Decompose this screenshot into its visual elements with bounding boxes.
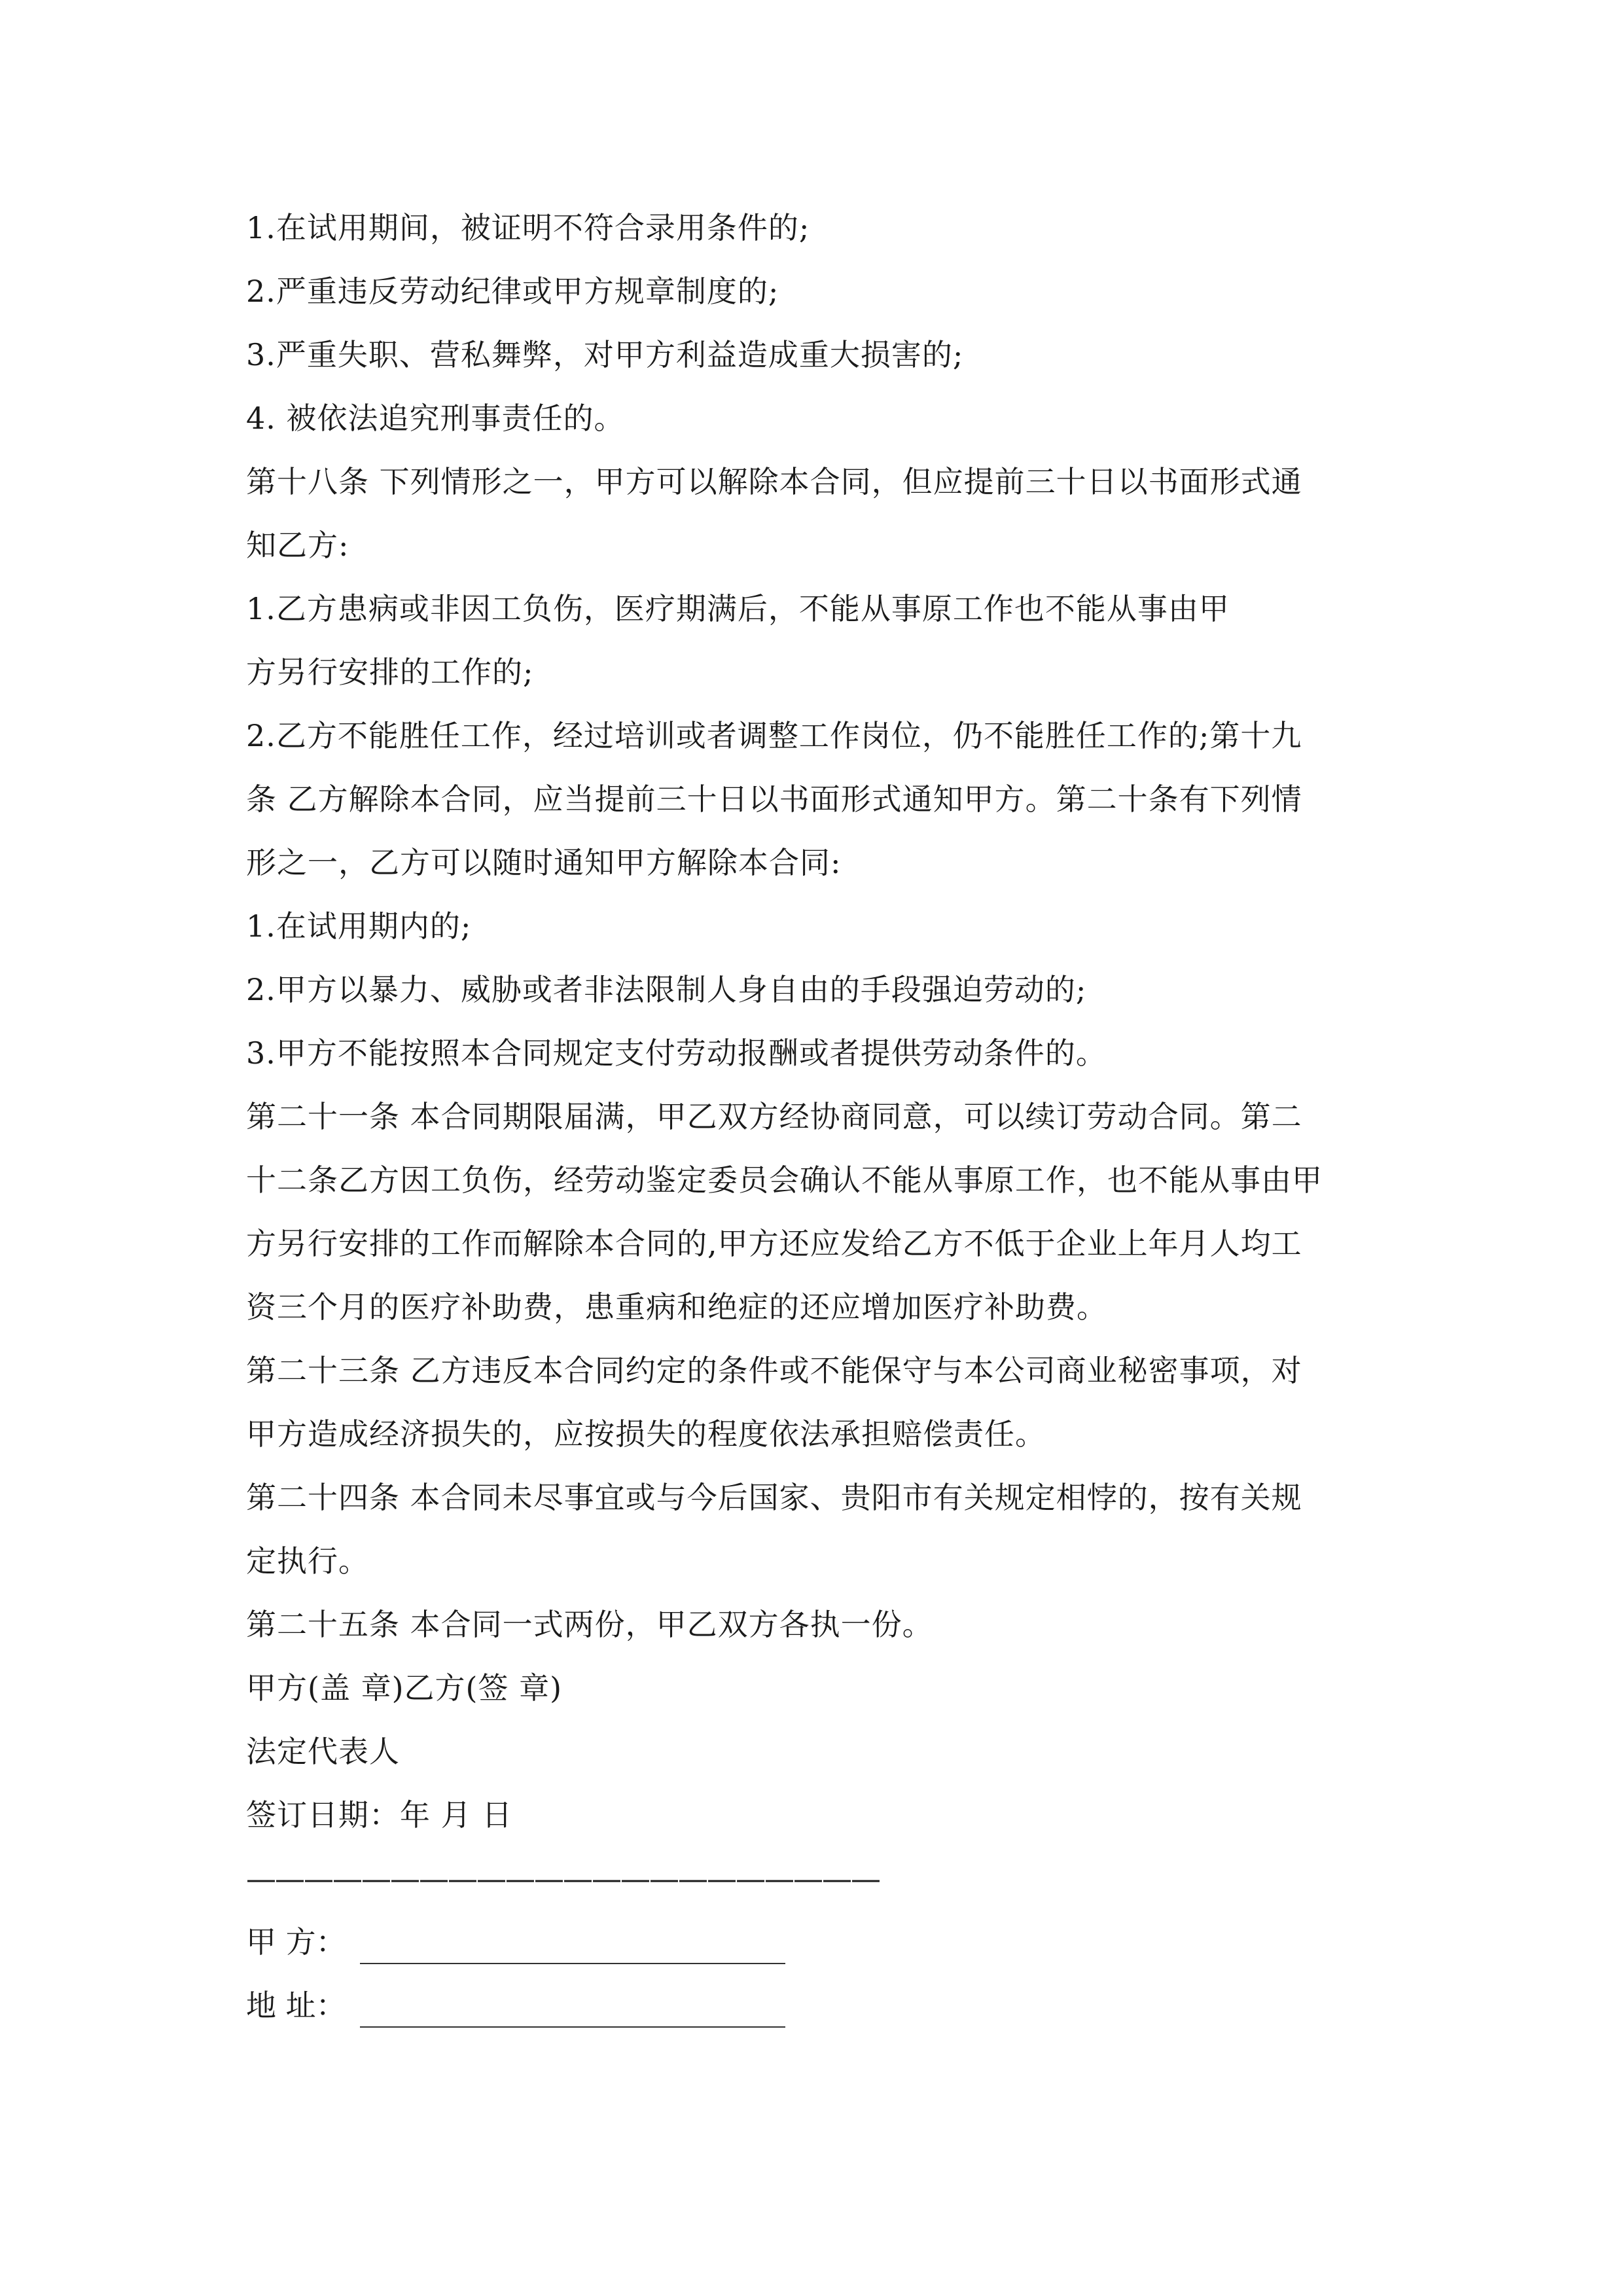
clause-line: 3.甲方不能按照本合同规定支付劳动报酬或者提供劳动条件的。 [246,1035,1107,1071]
contract-body [246,196,1385,2037]
signature-line: 甲方(盖 章)乙方(签 章) [246,1670,563,1706]
signing-date-line: 签订日期：年 月 日 [246,1797,513,1833]
clause-line: 方另行安排的工作的; [246,655,534,690]
article-18-line: 知乙方: [246,528,349,563]
article-25-line: 第二十五条 本合同一式两份，甲乙双方各执一份。 [246,1607,933,1642]
clause-line: 3.严重失职、营私舞弊，对甲方利益造成重大损害的; [246,337,964,372]
clause-line: 1.在试用期内的; [246,908,472,944]
article-22-line: 方另行安排的工作而解除本合同的,甲方还应发给乙方不低于企业上年月人均工 [246,1226,1302,1261]
article-22-line: 资三个月的医疗补助费，患重病和绝症的还应增加医疗补助费。 [246,1289,1107,1325]
article-24-line: 第二十四条 本合同未尽事宜或与今后国家、贵阳市有关规定相悖的，按有关规 [246,1480,1302,1515]
article-21-line: 第二十一条 本合同期限届满，甲乙双方经协商同意，可以续订劳动合同。第二 [246,1099,1302,1134]
party-a-field[interactable] [360,1933,785,1964]
separator-line: —————————————————————— [246,1861,880,1896]
article-20-line: 形之一，乙方可以随时通知甲方解除本合同: [246,845,842,880]
article-23-line: 第二十三条 乙方违反本合同约定的条件或不能保守与本公司商业秘密事项，对 [246,1353,1302,1388]
clause-line: 1.在试用期间，被证明不符合录用条件的; [246,210,810,245]
clause-line: 2.甲方以暴力、威胁或者非法限制人身自由的手段强迫劳动的; [246,972,1087,1007]
clause-line: 2.乙方不能胜任工作，经过培训或者调整工作岗位，仍不能胜任工作的;第十九 [246,718,1302,753]
article-23-line: 甲方造成经济损失的，应按损失的程度依法承担赔偿责任。 [246,1416,1046,1452]
legal-representative-line: 法定代表人 [246,1734,400,1769]
address-field[interactable] [360,1996,785,2028]
article-19-line: 条 乙方解除本合同，应当提前三十日以书面形式通知甲方。第二十条有下列情 [246,781,1302,817]
address-row [246,1974,1385,2037]
address-label: 地 址： [246,1988,346,2023]
clause-line: 4. 被依法追究刑事责任的。 [246,401,625,436]
article-24-line: 定执行。 [246,1543,369,1579]
article-22-line: 十二条乙方因工负伤，经劳动鉴定委员会确认不能从事原工作，也不能从事由甲 [246,1162,1323,1198]
article-18-line: 第十八条 下列情形之一，甲方可以解除本合同，但应提前三十日以书面形式通 [246,464,1302,499]
clause-line: 1.乙方患病或非因工负伤，医疗期满后，不能从事原工作也不能从事由甲 [246,591,1230,626]
clause-line: 2.严重违反劳动纪律或甲方规章制度的; [246,274,779,309]
party-a-label: 甲 方： [246,1924,346,1960]
party-a-row [246,1910,1385,1974]
